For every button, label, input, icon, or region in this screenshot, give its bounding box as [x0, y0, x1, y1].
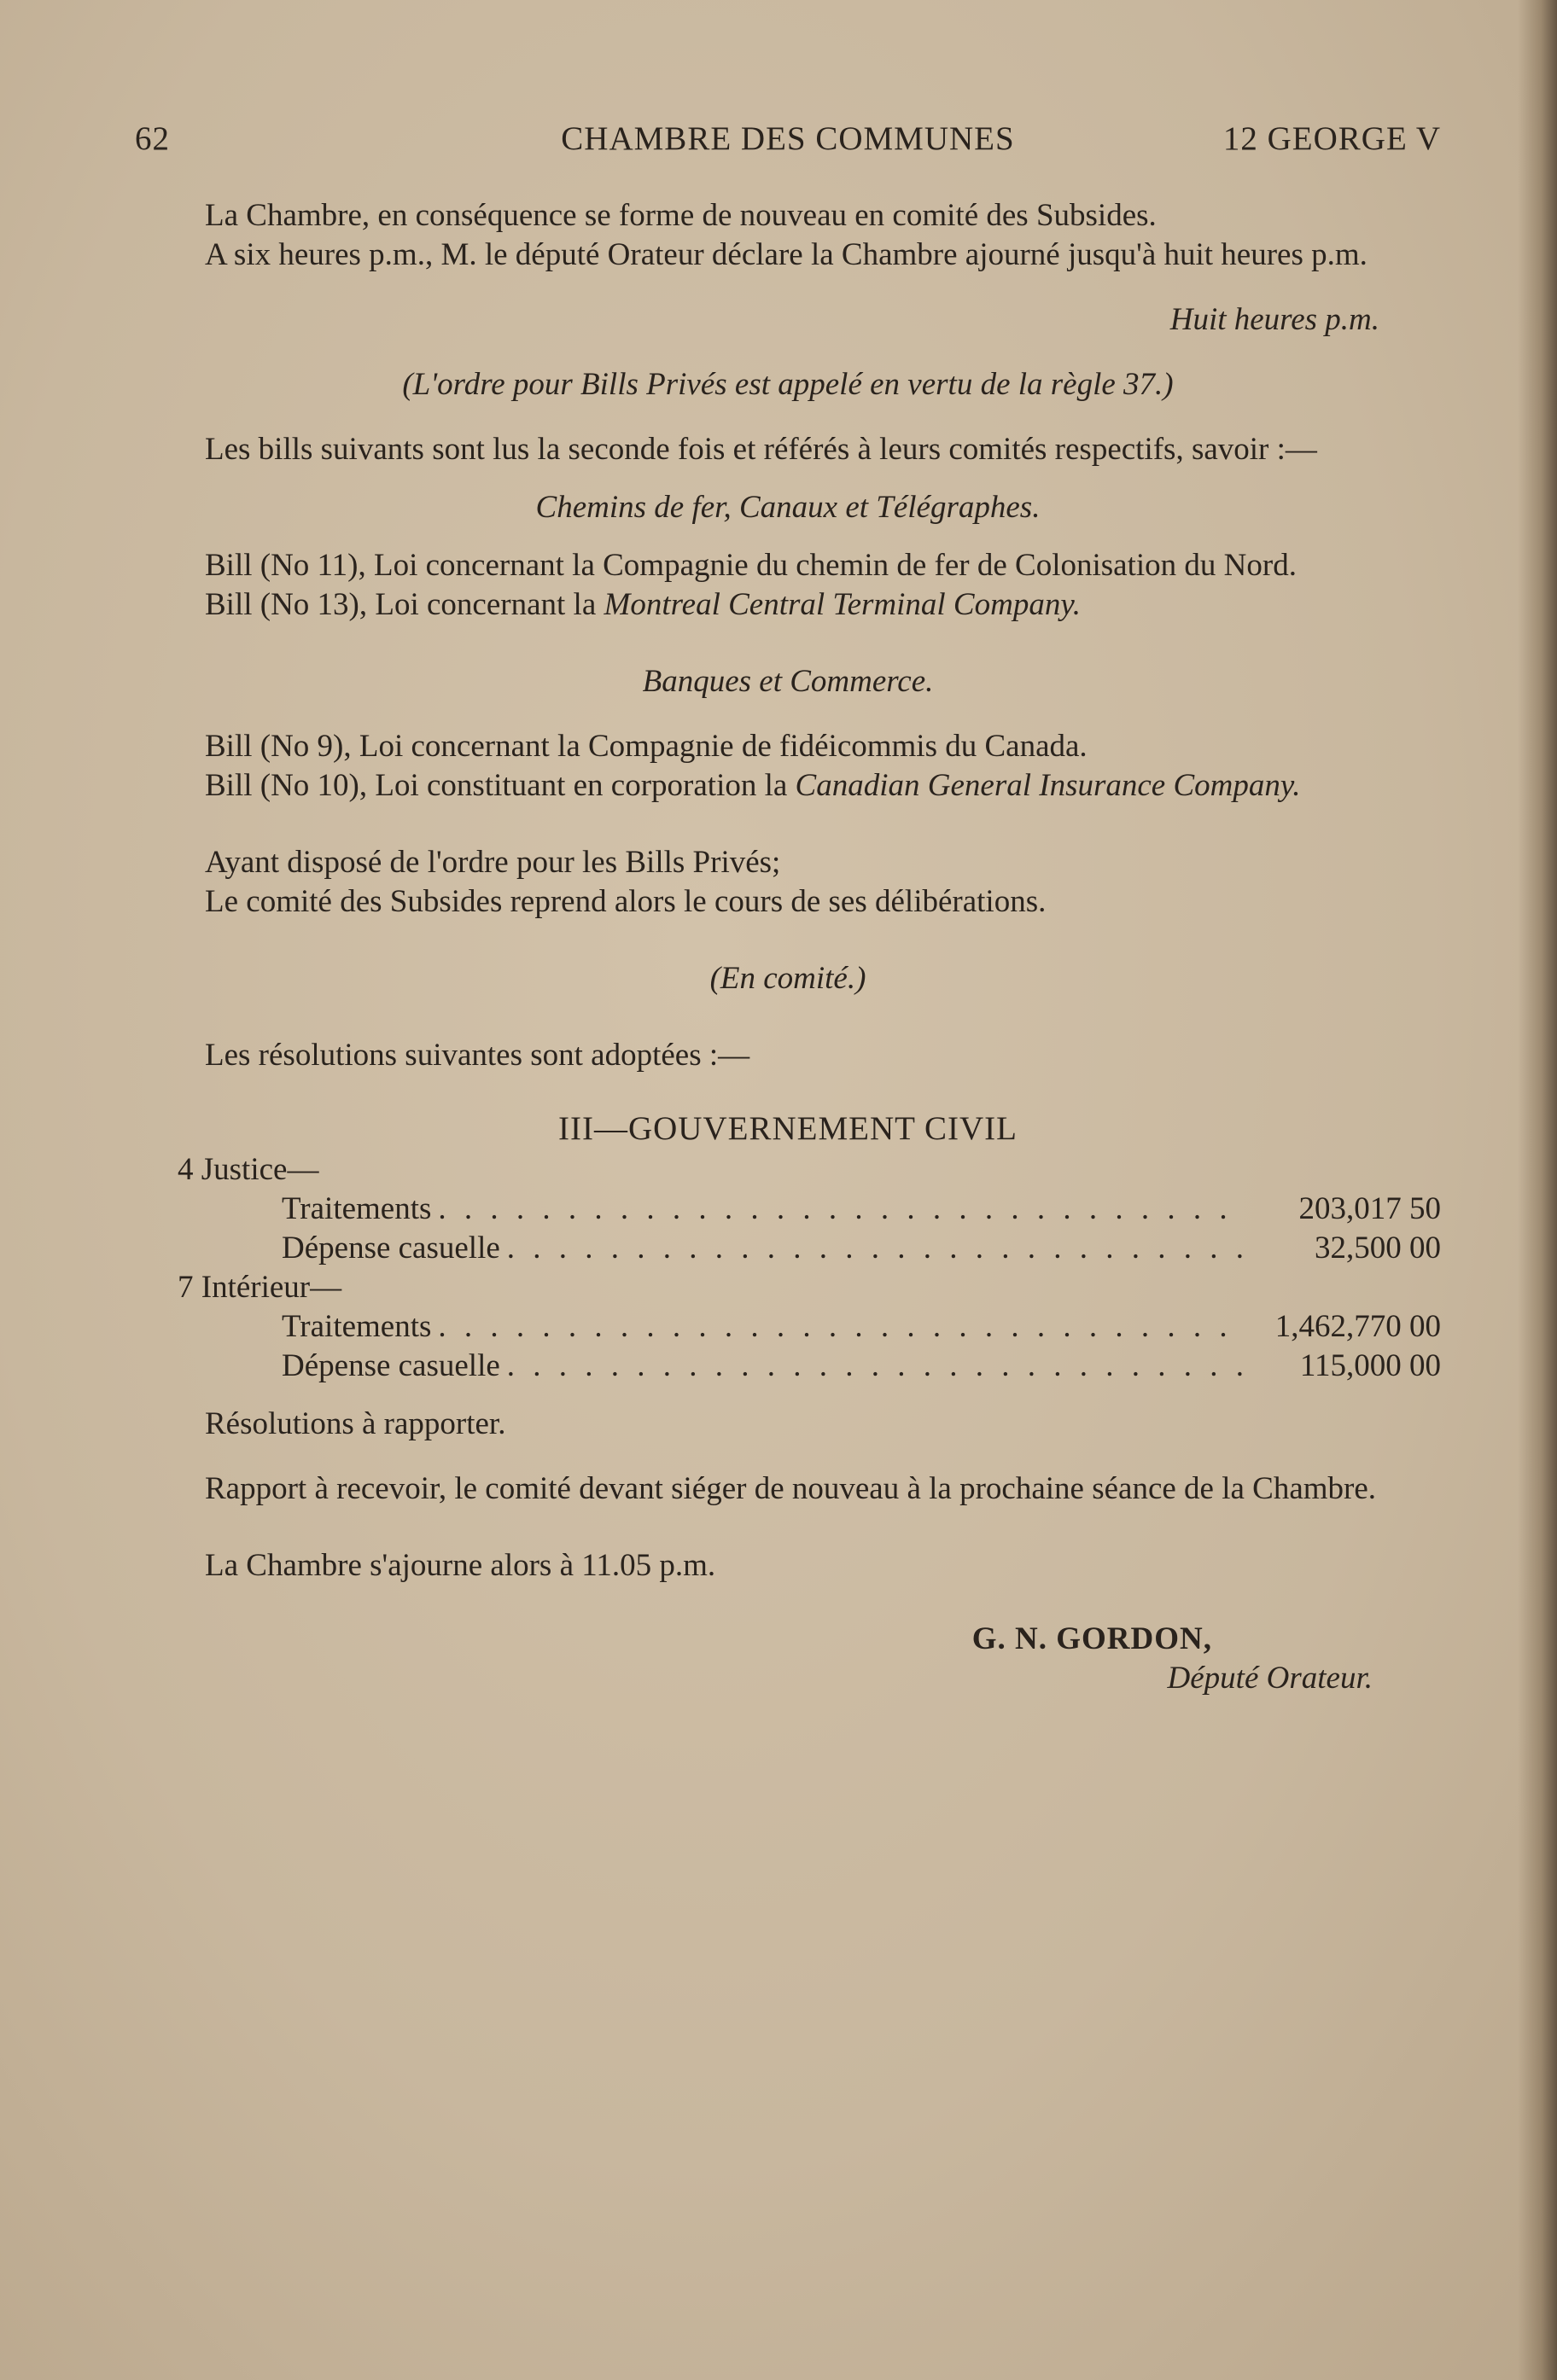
committee-heading-banking: Banques et Commerce.	[642, 664, 934, 699]
dot-leader	[438, 1190, 1246, 1229]
page-number: 62	[135, 120, 170, 157]
ledger-label: Dépense casuelle	[282, 1348, 500, 1383]
bill-11: Bill (No 11), Loi concernant la Compagnie du chemin de fer de Colonisation du Nord.	[205, 548, 1297, 583]
time-heading: Huit heures p.m.	[1169, 302, 1379, 337]
ledger-amount: 115,000 00	[1299, 1348, 1441, 1383]
page-content	[135, 119, 1441, 1698]
ledger-row	[135, 1347, 1441, 1386]
running-header	[135, 119, 1441, 159]
ledger-category-interior: 7 Intérieur—	[178, 1270, 342, 1305]
ledger-amount: 1,462,770 00	[1274, 1309, 1441, 1344]
ledger-row	[135, 1229, 1441, 1268]
regnal-year: 12 GEORGE V	[1222, 120, 1441, 157]
paragraph-committee-formed: La Chambre, en conséquence se forme de nouveau en comité des Subsides.	[205, 198, 1157, 233]
ledger-label: Traitements	[282, 1309, 432, 1344]
header-title: CHAMBRE DES COMMUNES	[561, 120, 1015, 157]
committee-heading-railways: Chemins de fer, Canaux et Télégraphes.	[535, 490, 1041, 525]
resolutions-intro: Les résolutions suivantes sont adoptées :—	[205, 1038, 750, 1073]
paragraph-six-pm: A six heures p.m., M. le député Orateur déclare la Chambre ajourné jusqu'à huit heures p.m.	[205, 237, 1367, 272]
ledger-row	[135, 1190, 1441, 1229]
after-bills-line2: Le comité des Subsides reprend alors le cours de ses délibérations.	[205, 884, 1047, 919]
bill-13: Bill (No 13), Loi concernant la Montreal Central Terminal Company.	[205, 587, 1081, 622]
signature-role: Député Orateur.	[1167, 1661, 1373, 1696]
ledger-amount: 32,500 00	[1315, 1231, 1441, 1266]
ledger-amount: 203,017 50	[1298, 1191, 1441, 1226]
paragraph-bills-read: Les bills suivants sont lus la seconde fois et référés à leurs comités respectifs, savoir :—	[205, 432, 1317, 467]
section-title: III—GOUVERNEMENT CIVIL	[558, 1110, 1018, 1147]
ledger-row	[135, 1307, 1441, 1347]
adjourn-line: La Chambre s'ajourne alors à 11.05 p.m.	[205, 1548, 716, 1583]
ledger-label: Traitements	[282, 1191, 432, 1226]
ledger-category-justice: 4 Justice—	[178, 1152, 319, 1187]
order-note: (L'ordre pour Bills Privés est appelé en vertu de la règle 37.)	[402, 367, 1174, 402]
resolutions-report: Résolutions à rapporter.	[205, 1406, 506, 1441]
dot-leader	[507, 1347, 1246, 1386]
supply-ledger	[135, 1150, 1441, 1386]
ledger-label: Dépense casuelle	[282, 1231, 500, 1266]
signature-name: G. N. GORDON,	[971, 1621, 1212, 1656]
bill-9: Bill (No 9), Loi concernant la Compagnie de fidéicommis du Canada.	[205, 729, 1088, 764]
in-committee: (En comité.)	[709, 961, 866, 996]
dot-leader	[438, 1307, 1246, 1347]
dot-leader	[507, 1229, 1246, 1268]
report-receive: Rapport à recevoir, le comité devant siéger de nouveau à la prochaine séance de la Chambre.	[205, 1471, 1377, 1506]
page-edge-shadow	[1518, 0, 1557, 2380]
after-bills-line1: Ayant disposé de l'ordre pour les Bills Privés;	[205, 845, 781, 880]
bill-10: Bill (No 10), Loi constituant en corporation la Canadian General Insurance Company.	[205, 768, 1301, 803]
